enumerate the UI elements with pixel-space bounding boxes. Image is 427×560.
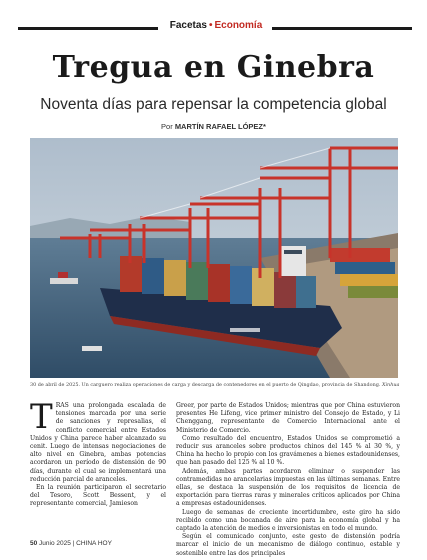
body-paragraph: Luego de semanas de creciente incertidumbre, este giro ha sido recibido como una bocanada de aire para la economía global y ha captado la atención de medios e inversionistas en todo el mundo. bbox=[176, 508, 400, 533]
lead-paragraph-text: RAS una prolongada escalada de tensiones marcada por una serie de sanciones y represalias, el conflicto comercial entre Estados Unidos y China parece haber alcanzado su cenit. Luego de intensas negociaciones de alto nivel en Ginebra, ambas potencias acordaron un período de distensión de 90 días, durante el cual se implementará una reducción parcial de aranceles. bbox=[30, 402, 166, 483]
issue-label: Junio 2025 | CHINA HOY bbox=[39, 540, 112, 547]
article-subtitle: Noventa días para repensar la competencia global bbox=[40, 96, 387, 113]
body-paragraph: En la reunión participaron el secretario del Tesoro, Scott Bessent, y el representante comercial, Jamieson bbox=[30, 484, 166, 508]
caption-text: 30 de abril de 2025. Un carguero realiza operaciones de carga y descarga de contenedores en el puerto de Qingdao, provincia de Shandong. bbox=[30, 382, 381, 388]
photo-credit: Xinhua bbox=[382, 382, 400, 388]
page-number: 50 bbox=[30, 540, 38, 547]
section-name: Facetas bbox=[169, 20, 207, 31]
lead-paragraph bbox=[30, 397, 166, 484]
byline-prefix: Por bbox=[161, 122, 173, 131]
bullet-icon: • bbox=[208, 20, 213, 31]
article-title: Tregua en Ginebra bbox=[52, 50, 375, 85]
byline-author: MARTÍN RAFAEL LÓPEZ* bbox=[174, 122, 266, 131]
body-paragraph: Greer, por parte de Estados Unidos; mientras que por China estuvieron presentes He Lifeng, vice primer ministro del Consejo de Estado, y Li Chenggang, representante de Comercio Internacional ante el Ministerio de Comercio. bbox=[176, 402, 400, 434]
article-column-left bbox=[30, 397, 166, 509]
container-port-illustration bbox=[30, 138, 398, 378]
body-paragraph: Según el comunicado conjunto, este gesto de distensión podría marcar el inicio de un mecanismo de diálogo continuo, estable y sostenible entre las dos principales bbox=[176, 533, 400, 557]
subsection-name: Economía bbox=[214, 20, 263, 31]
body-paragraph: Además, ambas partes acordaron eliminar o suspender las contramedidas no arancelarias impuestas en las últimas semanas. Entre ellas, se destaca la suspensión de los requisitos de licencia de exportación para tierras raras y minerales críticos aplicados por China a empresas estadounidenses. bbox=[176, 467, 400, 508]
page-footer bbox=[30, 540, 112, 547]
article-column-right bbox=[176, 402, 400, 558]
byline bbox=[0, 122, 427, 131]
port-photo bbox=[30, 138, 398, 378]
photo-caption bbox=[30, 382, 400, 388]
section-header bbox=[0, 20, 427, 38]
drop-cap: T bbox=[30, 397, 53, 437]
header-rule-right bbox=[272, 27, 412, 30]
body-paragraph: Como resultado del encuentro, Estados Unidos se comprometió a reducir sus aranceles sobre productos chinos del 145 % al 30 %, y China ha hecho lo propio con los gravámenes a bienes estadounidenses, que han pasado del 125 % al 10 %. bbox=[176, 434, 400, 467]
header-rule-left bbox=[18, 27, 158, 30]
section-label bbox=[166, 20, 266, 31]
